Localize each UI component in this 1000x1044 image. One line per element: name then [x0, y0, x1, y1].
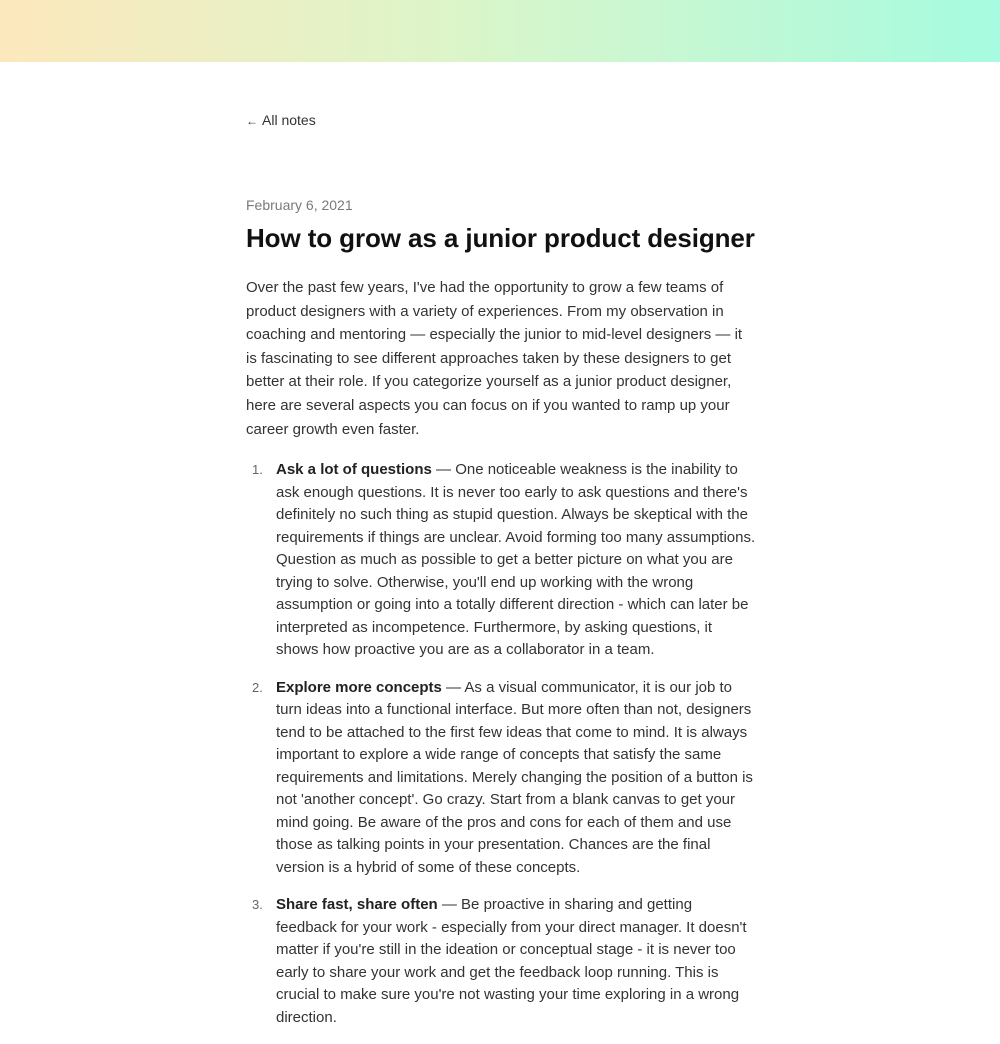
list-item	[246, 894, 756, 1029]
all-notes-back-link[interactable]	[246, 112, 316, 128]
list-item-lead: Explore more concepts	[276, 678, 442, 696]
list-item	[246, 459, 756, 662]
list-item-text: — As a visual communicator, it is our job to turn ideas into a functional interface. But more often than not, designers tend to be attached to the first few ideas that come to mind. It is always important to explore a wide range of concepts that satisfy the same requirements and limitations. Merely changing the position of a button is not 'another concept'. Go crazy. Start from a blank canvas to get your mind going. Be aware of the pros and cons for each of them and use those as talking points in your presentation. Chances are the final version is a hybrid of some of these concepts.	[276, 678, 753, 876]
list-item-number: 1.	[252, 462, 263, 478]
list-item-lead: Share fast, share often	[276, 896, 438, 914]
article-points-list	[246, 459, 756, 1029]
article-container	[246, 62, 756, 1044]
list-item-lead: Ask a lot of questions	[276, 461, 432, 479]
list-item-number: 3.	[252, 897, 263, 913]
list-item-text: — Be proactive in sharing and getting feedback for your work - especially from your direct manager. It doesn't matter if you're still in the ideation or conceptual stage - it is never too early to share your work and get the feedback loop running. This is crucial to make sure you're not wasting your time exploring in a wrong direction.	[276, 896, 747, 1026]
top-gradient-banner	[0, 0, 1000, 62]
list-item-number: 2.	[252, 679, 263, 695]
article-date: February 6, 2021	[246, 197, 353, 213]
list-item-text: — One noticeable weakness is the inability to ask enough questions. It is never too early to ask questions and there's definitely no such thing as stupid question. Always be skeptical with the requirements if things are unclear. Avoid forming too many assumptions. Question as much as possible to get a better picture on what you are trying to solve. Otherwise, you'll end up working with the wrong assumption or going into a totally different direction - which can later be interpreted as incompetence. Furthermore, by asking questions, it shows how proactive you are as a collaborator in a team.	[276, 461, 756, 659]
article-intro: Over the past few years, I've had the opportunity to grow a few teams of product designers with a variety of experiences. From my observation in coaching and mentoring — especially the junior to mid-level designers — it is fascinating to see different approaches taken by these designers to get better at their role. If you categorize yourself as a junior product designer, here are several aspects you can focus on if you wanted to ramp up your career growth even faster.	[246, 279, 743, 438]
article-title: How to grow as a junior product designer	[246, 223, 755, 253]
list-item	[246, 677, 756, 880]
back-link-label: All notes	[262, 112, 316, 128]
arrow-left-icon: ←	[246, 114, 258, 128]
